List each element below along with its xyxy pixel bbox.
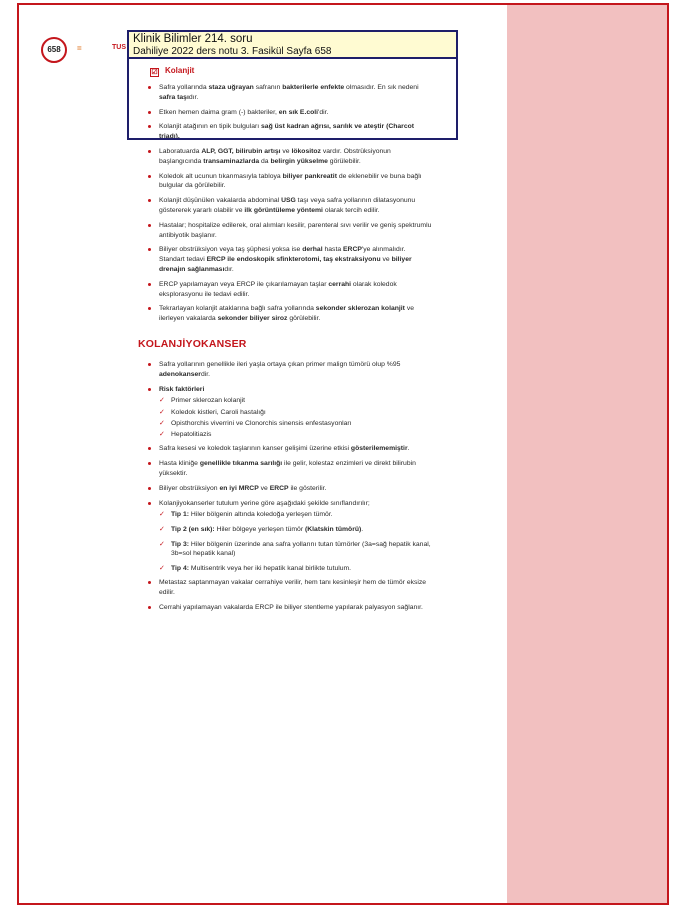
text-run: Safra yollarının genellikle ileri yaşla ortaya çıkan primer malign tümörü olup %95: [159, 360, 401, 368]
list-item: [146, 484, 432, 494]
text-run: olmasıdır. En sık nedeni: [344, 84, 419, 91]
callout-subtitle: Dahiliye 2022 ders notu 3. Fasikül Sayfa 658: [133, 46, 332, 57]
emphasis-text: en iyi MRCP: [219, 484, 259, 492]
page-margin-band: [507, 5, 669, 905]
list-item: [146, 459, 432, 479]
emphasis-text: staza uğrayan: [208, 84, 254, 91]
text-run: ve: [380, 256, 392, 264]
emphasis-text: ERCP: [343, 246, 362, 254]
risk-item: ✓ Opisthorchis viverrini ve Clonorchis sinensis enfestasyonları: [159, 419, 432, 429]
text-run: safranın: [253, 84, 283, 91]
text-run: ile gösterilir.: [288, 484, 327, 492]
page-number: 658: [41, 37, 67, 63]
text-run: Safra kesesi ve koledok taşlarının kanser gelişimi üzerine etkisi: [159, 445, 351, 453]
emphasis-text: ERCP ile endoskopik sfinkterotomi, taş ekstraksiyonu: [206, 256, 381, 264]
list-item: [146, 196, 432, 216]
section-title: KOLANJİYOKANSER: [138, 337, 247, 350]
text-run: ve: [258, 484, 270, 492]
emphasis-text: derhal: [302, 246, 323, 254]
text-run: .: [361, 526, 364, 534]
text-run: ile gelir, kolestaz enzimleri ve direkt bilirubin yüksektir.: [159, 460, 416, 478]
list-item: [146, 221, 432, 241]
risk-item: ✓ Primer sklerozan kolanjit: [159, 396, 432, 406]
emphasis-text: en sık E.coli: [278, 108, 319, 116]
text-run: Cerrahi yapılamayan vakalarda ERCP ile biliyer stentleme yapılarak palyasyon sağlanır.: [159, 604, 423, 612]
emphasis-text: Tip 4:: [171, 564, 190, 572]
text-run: Hiler bölgenin altında koledoğa yerleşen tümör.: [189, 511, 333, 519]
text-run: Koledok alt ucunun tıkanmasıyla tabloya: [159, 172, 283, 180]
text-run: 'dir.: [318, 108, 329, 116]
checkbox-icon: ☑: [151, 69, 158, 76]
brand-mark: =: [77, 44, 82, 53]
text-run: .: [407, 445, 410, 453]
emphasis-text: adenokanser: [159, 370, 201, 378]
tip-item: [159, 564, 432, 574]
tip-item: [159, 525, 432, 535]
brand-label: TUS: [112, 44, 126, 51]
list-item: [146, 578, 432, 598]
list-item: [146, 304, 432, 324]
text-run: dır.: [224, 265, 234, 273]
source-callout: [127, 30, 458, 140]
text-run: dır.: [188, 93, 199, 101]
emphasis-text: Tip 2 (en sık):: [171, 526, 215, 534]
text-run: ve ilerleyen vakalarda: [159, 305, 415, 323]
text-run: Kolanjiyokanserler tutulum yerine göre aşağıdaki şekilde sınıflandırılır;: [159, 499, 370, 507]
callout-title: Klinik Bilimler 214. soru: [133, 33, 253, 45]
risk-item: ✓ Hepatolitiazis: [159, 430, 432, 440]
tip-item: [159, 540, 432, 559]
emphasis-text: sekonder biliyer siroz: [217, 315, 288, 323]
text-run: ve: [280, 147, 292, 155]
text-run: ERCP yapılamayan veya ERCP ile çıkarılamayan taşlar: [159, 280, 329, 288]
risk-item: ✓ Koledok kistleri, Caroli hastalığı: [159, 408, 432, 418]
page-content: [138, 66, 432, 618]
text-run: görülebilir.: [287, 315, 321, 323]
emphasis-text: lökositoz: [291, 147, 321, 155]
emphasis-text: ERCP: [269, 484, 289, 492]
classification-item: [146, 499, 432, 574]
text-run: da: [259, 157, 271, 165]
list-item: [146, 280, 432, 300]
text-run: Biliyer obstrüksiyon: [159, 484, 220, 492]
text-run: hasta: [322, 246, 343, 254]
emphasis-text: ALP, GGT, bilirubin artışı: [201, 147, 281, 155]
text-run: Hiler bölgenin üzerinde ana safra yollarını tutan tümörler (3a=sağ hepatik kanal, 3b=sol hepatik kanal): [171, 540, 431, 558]
list-item: [146, 444, 432, 454]
text-run: Hasta kliniğe: [159, 460, 200, 468]
text-run: Kolanjit atağının en tipik bulguları: [159, 123, 262, 131]
text-run: olarak tercih edilir.: [322, 206, 380, 214]
emphasis-text: belirgin yükselme: [270, 157, 328, 165]
tip-item: [159, 510, 432, 520]
emphasis-text: sekonder sklerozan kolanjit: [315, 305, 405, 313]
text-run: Laboratuarda: [159, 147, 202, 155]
list-item: [146, 603, 432, 613]
list-item: [146, 245, 432, 274]
emphasis-text: gösterilememiştir: [350, 445, 408, 453]
text-run: 'ye alınmalıdır. Standart tedavi: [159, 246, 406, 264]
text-run: Etken hemen daima gram (-) bakteriler,: [159, 108, 279, 116]
risk-title: Risk faktörleri: [159, 385, 205, 393]
emphasis-text: (Klatskin tümörü): [304, 526, 362, 534]
text-run: Hiler bölgeye yerleşen tümör: [214, 526, 305, 534]
text-run: Biliyer obstrüksiyon veya taş şüphesi yoksa ise: [159, 246, 303, 254]
emphasis-text: biliyer pankreatit: [282, 172, 337, 180]
emphasis-text: genellikle tıkanma sarılığı: [199, 460, 283, 468]
text-run: de eklenebilir ve buna bağlı bulgular da görülebilir.: [159, 172, 422, 190]
list-item: [146, 360, 432, 380]
emphasis-text: bakterilerle enfekte: [282, 84, 345, 91]
text-run: Multisentrik veya her iki hepatik kanal birlikte tutulum.: [189, 564, 352, 572]
topic-title: Kolanjit: [165, 66, 195, 75]
text-run: Safra yollarında: [159, 84, 209, 91]
emphasis-text: Tip 1:: [171, 511, 190, 519]
text-run: görülebilir.: [327, 157, 361, 165]
list-item: [146, 147, 432, 167]
kolanjiyokanser-list: [146, 360, 432, 613]
emphasis-text: transaminazlarda: [203, 157, 260, 165]
emphasis-text: cerrahi: [328, 280, 352, 288]
text-run: olarak koledok eksplorasyonu ile tedavi edilir.: [159, 280, 397, 298]
text-run: vardır. Obstrüksiyonun başlangıcında: [159, 147, 391, 165]
text-run: Hastalar; hospitalize edilerek, oral alımları kesilir, parenteral sıvı verilir ve geniş spektrumlu antibiyotik başlanır.: [159, 221, 432, 239]
text-run: dir.: [200, 370, 211, 378]
risk-list: [159, 396, 432, 439]
risk-factors-item: [146, 385, 432, 440]
callout-header: [129, 32, 456, 59]
emphasis-text: Tip 3:: [171, 540, 190, 548]
emphasis-text: biliyer drenajın sağlanması: [159, 256, 412, 273]
text-run: Tekrarlayan kolanjit ataklarına bağlı safra yollarında: [159, 305, 316, 313]
classification-text: [159, 500, 370, 507]
tip-list: [159, 510, 432, 573]
emphasis-text: ilk görüntüleme yöntemi: [244, 206, 323, 214]
emphasis-text: safra taşı: [159, 93, 189, 101]
list-item: [146, 172, 432, 192]
emphasis-text: sağ üst kadran ağrısı, sarılık ve ateştir (Charcot triadı).: [159, 123, 415, 141]
text-run: Kolanjit düşünülen vakalarda abdominal: [159, 197, 282, 205]
text-run: Metastaz saptanmayan vakalar cerrahiye verilir, hem tanı kesinleşir hem de tümör eksize edilir.: [159, 579, 427, 597]
text-run: taşı veya safra yollarının dilatasyonunu göstererek yararlı olabilir ve: [159, 197, 416, 214]
emphasis-text: USG: [281, 197, 296, 205]
